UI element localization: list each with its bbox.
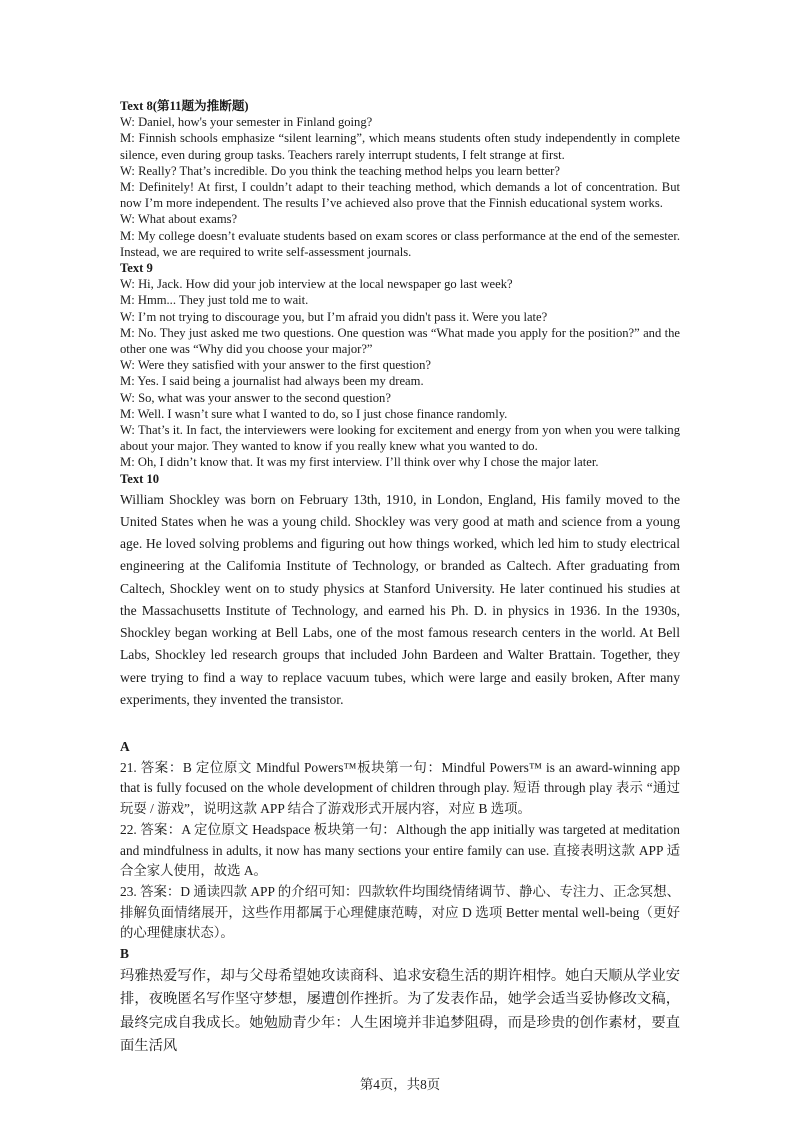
dialogue-line: M: Yes. I said being a journalist had always been my dream.: [120, 374, 424, 389]
text9-heading: Text 9: [120, 261, 153, 276]
dialogue-line: M: No. They just asked me two questions. One question was “What made you apply for the position?” and the other one was “Why did you choose your major?”: [120, 325, 680, 357]
dialogue-line: W: Really? That’s incredible. Do you think the teaching method helps you learn better?: [120, 163, 560, 178]
dialogue-line: M: Finnish schools emphasize “silent learning”, which means students often study independently in complete silence, even during group tasks. Teachers rarely interrupt students, I felt strange at first.: [120, 131, 680, 162]
dialogue-line: M: Well. I wasn’t sure what I wanted to do, so I just chose finance randomly.: [120, 406, 508, 421]
section-b-paragraph: 玛雅热爱写作，却与父母希望她攻读商科、追求安稳生活的期许相悖。她白天顺从学业安排，夜晚匿名写作坚守梦想，屡遭创作挫折。为了发表作品，她学会适当妥协修改文稿，最终完成自我成长。她勉励青少年：人生困境并非追梦阻碍，而是珍贵的创作素材，要直面生活风: [120, 967, 680, 1055]
dialogue-line: M: My college doesn’t evaluate students based on exam scores or class performance at the end of the semester. Instead, we are required to write self-assessment journals.: [120, 228, 680, 259]
dialogue-line: M: Hmm... They just told me to wait.: [120, 293, 309, 308]
section-b-heading: B: [120, 946, 129, 962]
dialogue-line: M: Definitely! At first, I couldn’t adapt to their teaching method, which demands a lot of concentration. But now I’m more independent. The results I’ve achieved also prove that the Finnish educational system works.: [120, 180, 680, 211]
text10-paragraph: William Shockley was born on February 13th, 1910, in London, England, His family moved to the United States when he was a young child. Shockley was very good at math and science from a young age. He loved solving problems and figuring out how things worked, which led him to study electrical engineering at the Califomia Institute of Technology, or branded as Caltech. After graduating from Caltech, Shockley went on to study physics at Stanford University. He later continued his studies at the Massachusetts Institute of Technology, and earned his Ph. D. in physics in 1936. In the 1930s, Shockley began working at Bell Labs, one of the most famous research centers in the world. At Bell Labs, Shockley led research groups that included John Bardeen and Walter Brattain. Together, they were trying to find a way to replace vacuum tubes, which were large and easily broken, After many experiments, they invented the transistor.: [120, 491, 680, 707]
answer-item: 22. 答案：A 定位原文 Headspace 板块第一句：Although the app initially was targeted at meditation and mindfulness in adults, it now has many sections your entire family can use. 直接表明这款 APP 适合全家人使用，故选 A。: [120, 821, 680, 879]
text8-section: [120, 98, 680, 260]
dialogue-line: W: I’m not trying to discourage you, but I’m afraid you didn't pass it. Were you late?: [120, 309, 548, 324]
answer-item: 23. 答案：D 通读四款 APP 的介绍可知：四款软件均围绕情绪调节、静心、专注力、正念冥想、排解负面情绪展开，这些作用都属于心理健康范畴，对应 D 选项 Better mental well-being（更好的心理健康状态）。: [120, 883, 680, 941]
text10-heading: Text 10: [120, 471, 160, 486]
dialogue-line: W: Hi, Jack. How did your job interview at the local newspaper go last week?: [120, 277, 513, 292]
text9-section: [120, 260, 680, 487]
dialogue-line: W: What about exams?: [120, 212, 238, 227]
document-page: [120, 98, 680, 711]
answer-item: 21. 答案：B 定位原文 Mindful Powers™板块第一句：Mindful Powers™ is an award-winning app that is fully focused on the whole development of children through play. 短语 through play 表示 “通过玩耍 / 游戏”，说明这款 APP 结合了游戏形式开展内容，对应 B 选项。: [120, 759, 680, 817]
section-b: [120, 944, 680, 1059]
dialogue-line: W: Daniel, how's your semester in Finland going?: [120, 115, 373, 130]
text8-heading: Text 8(第11题为推断题): [120, 99, 249, 113]
dialogue-line: W: That’s it. In fact, the interviewers were looking for excitement and energy from yon when you were talking about your major. They wanted to know if you really knew what you wanted to do.: [120, 423, 680, 454]
dialogue-line: W: So, what was your answer to the second question?: [120, 390, 391, 405]
dialogue-line: W: Were they satisfied with your answer to the first question?: [120, 358, 431, 373]
page-number-footer: 第4页，共8页: [359, 1077, 441, 1092]
answer-section: [120, 737, 680, 1059]
section-a-heading: A: [120, 739, 130, 754]
dialogue-line: M: Oh, I didn’t know that. It was my first interview. I’ll think over why I chose the major later.: [120, 455, 599, 470]
